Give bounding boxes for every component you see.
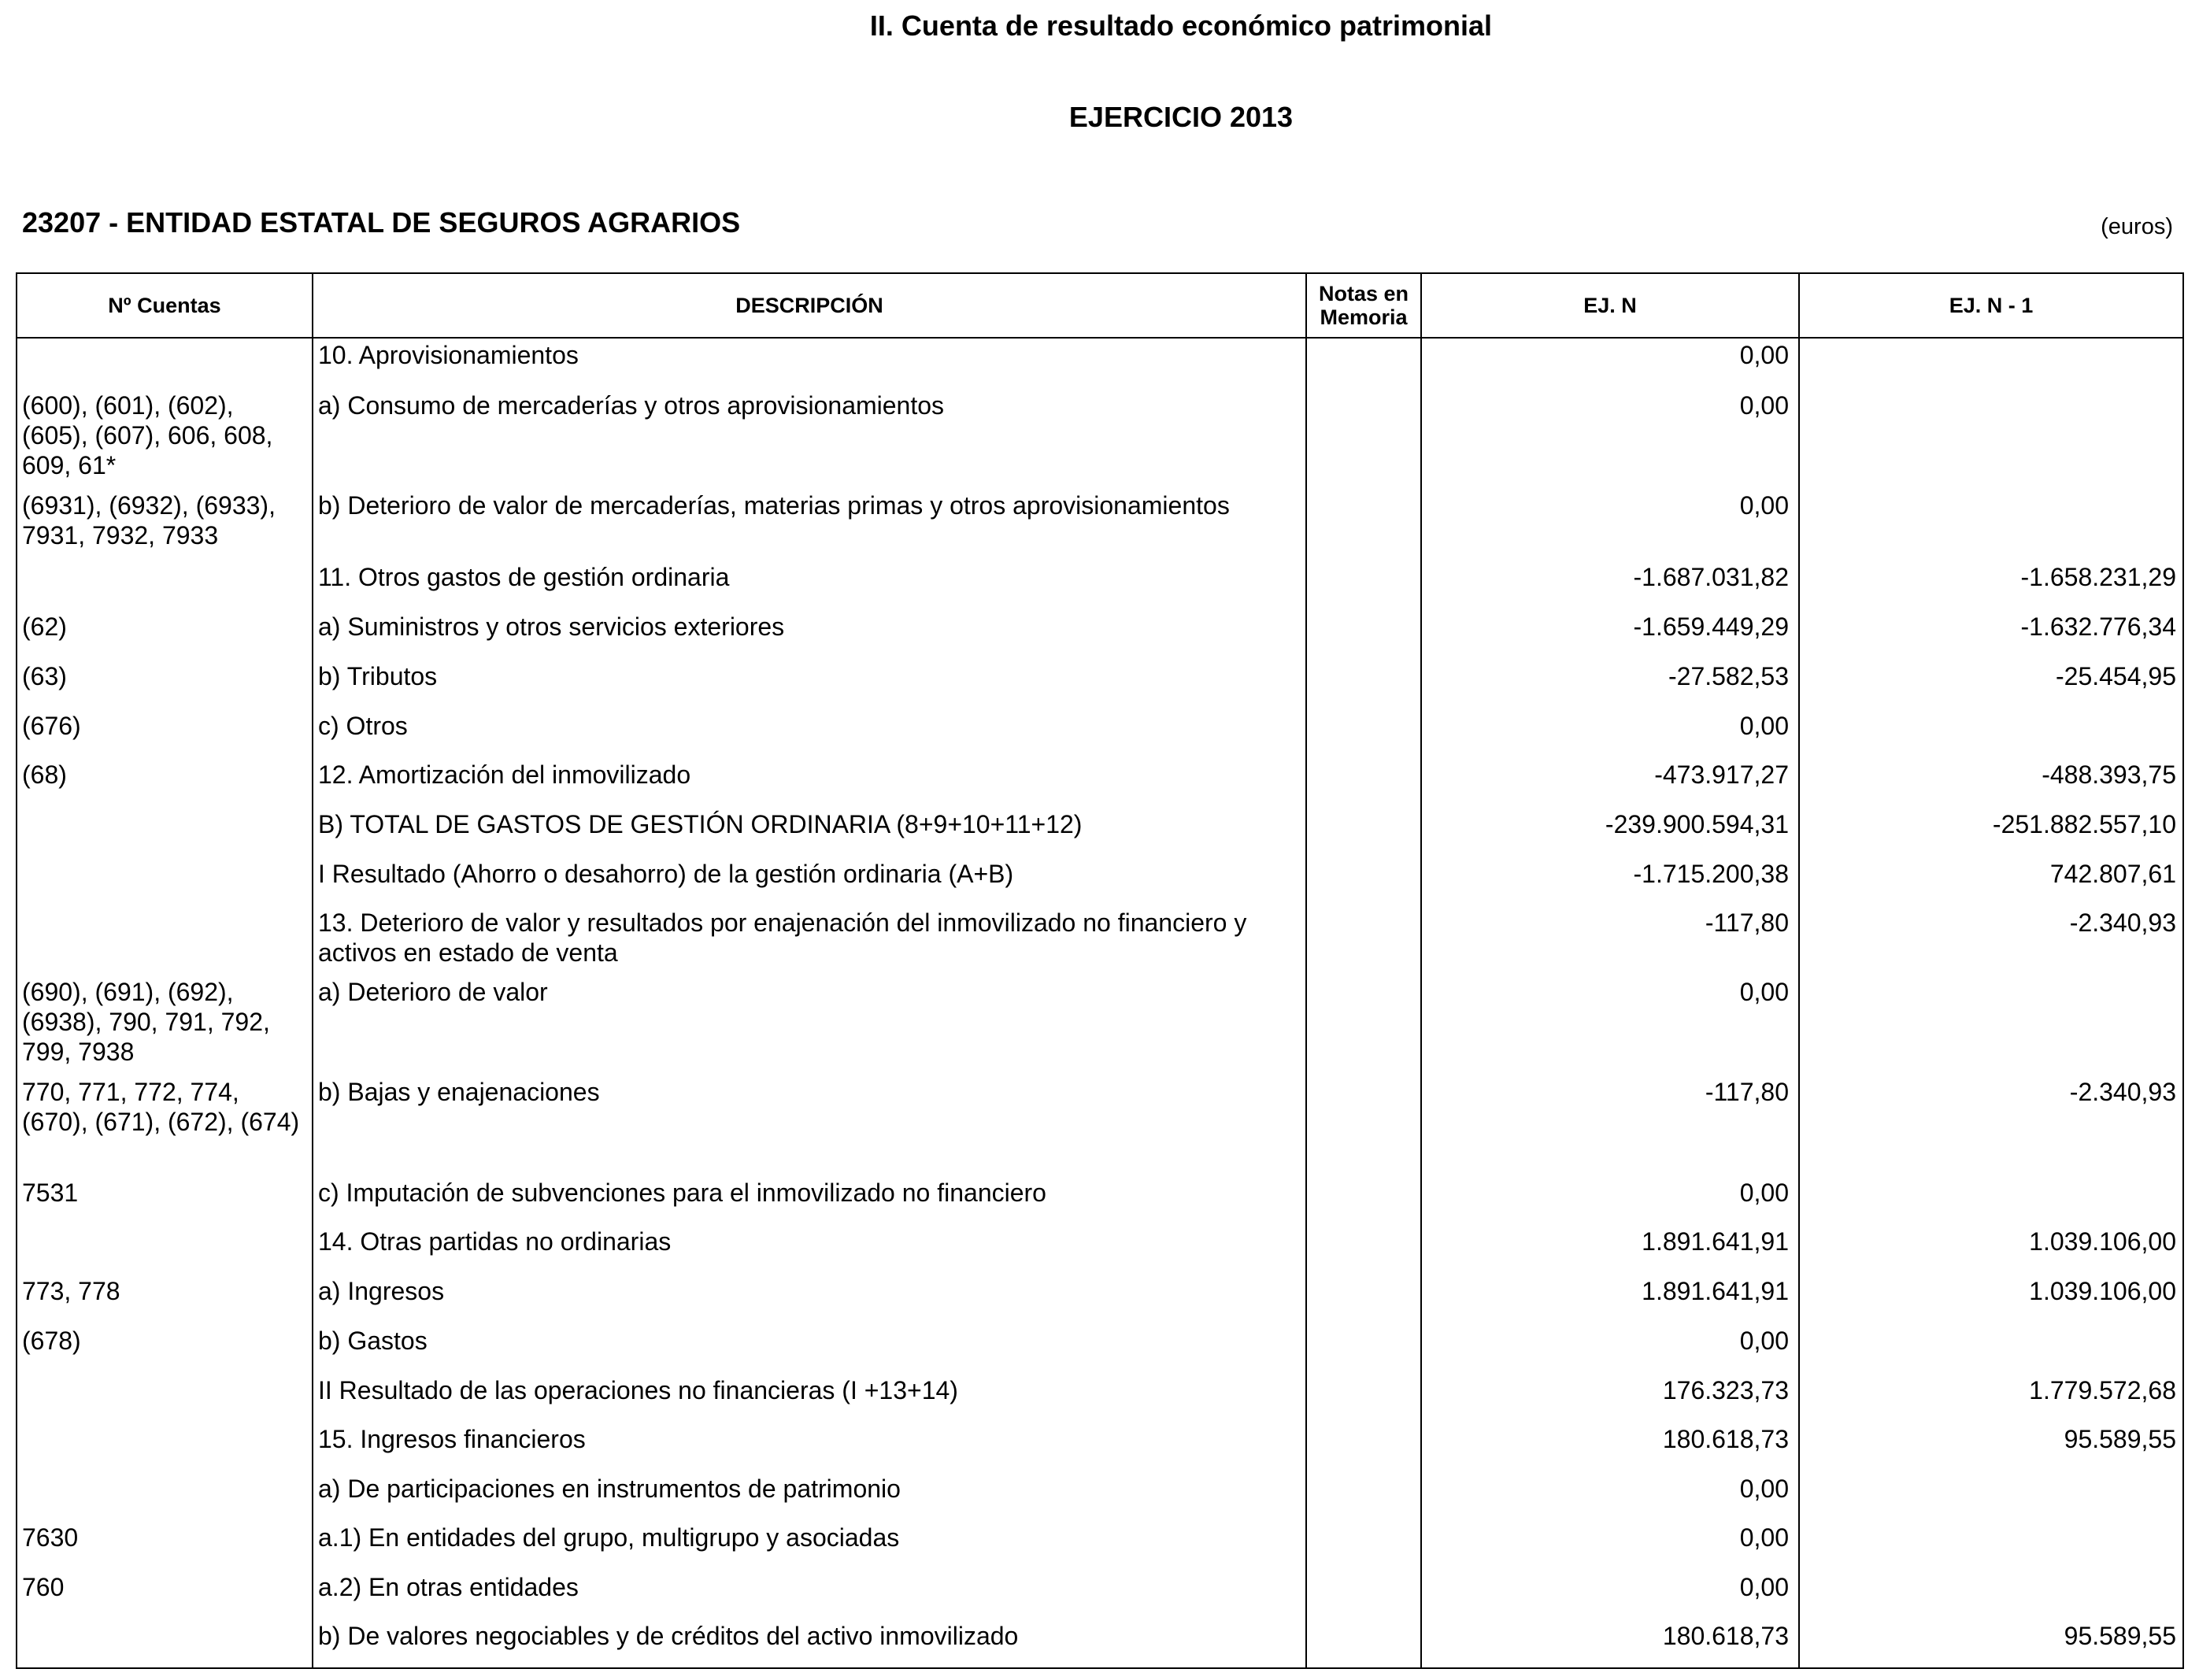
amount-year-n: 0,00: [1739, 1475, 1789, 1503]
account-codes: 7630: [22, 1523, 79, 1552]
amount-year-n1: 1.039.106,00: [2029, 1227, 2176, 1256]
column-header-description: DESCRIPCIÓN: [735, 294, 883, 317]
row-description: b) Deterioro de valor de mercaderías, materias primas y otros aprovisionamientos: [318, 491, 1230, 520]
amount-year-n: 0,00: [1739, 712, 1789, 740]
amount-year-n1: 95.589,55: [2064, 1622, 2176, 1650]
account-codes: (6931), (6932), (6933), 7931, 7932, 7933: [22, 491, 276, 550]
amount-year-n: 180.618,73: [1662, 1425, 1789, 1453]
amount-year-n1: -2.340,93: [2069, 908, 2176, 937]
amount-year-n: -117,80: [1705, 1078, 1789, 1106]
account-codes: 770, 771, 772, 774, (670), (671), (672), (674): [22, 1078, 300, 1136]
row-description: II Resultado de las operaciones no financieras (I +13+14): [318, 1376, 958, 1404]
amount-year-n: 0,00: [1739, 978, 1789, 1006]
amount-year-n1: -251.882.557,10: [1992, 810, 2176, 838]
account-codes: (63): [22, 662, 67, 690]
column-divider: [1305, 274, 1307, 1667]
row-description: b) Bajas y enajenaciones: [318, 1078, 600, 1106]
column-divider: [1420, 274, 1422, 1667]
account-codes: (600), (601), (602), (605), (607), 606, 608, 609, 61*: [22, 391, 273, 479]
account-codes: 760: [22, 1573, 65, 1601]
amount-year-n: 180.618,73: [1662, 1622, 1789, 1650]
amount-year-n: 0,00: [1739, 391, 1789, 420]
amount-year-n: -117,80: [1705, 908, 1789, 937]
account-codes: (690), (691), (692), (6938), 790, 791, 792, 799, 7938: [22, 978, 270, 1066]
account-codes: 773, 778: [22, 1277, 120, 1305]
row-description: 10. Aprovisionamientos: [318, 341, 579, 369]
row-description: a) Suministros y otros servicios exteriores: [318, 612, 785, 641]
amount-year-n: 0,00: [1739, 1327, 1789, 1355]
amount-year-n: 176.323,73: [1662, 1376, 1789, 1404]
row-description: 11. Otros gastos de gestión ordinaria: [318, 563, 730, 591]
column-divider: [312, 274, 313, 1667]
amount-year-n1: 1.039.106,00: [2029, 1277, 2176, 1305]
row-description: a) De participaciones en instrumentos de patrimonio: [318, 1475, 901, 1503]
row-description: a.2) En otras entidades: [318, 1573, 579, 1601]
column-header-year-n: EJ. N: [1583, 294, 1637, 317]
column-divider: [1798, 274, 1800, 1667]
row-description: b) Tributos: [318, 662, 438, 690]
amount-year-n1: 1.779.572,68: [2029, 1376, 2176, 1404]
amount-year-n1: -25.454,95: [2055, 662, 2176, 690]
amount-year-n: -239.900.594,31: [1605, 810, 1789, 838]
results-table: [16, 272, 2184, 1669]
row-description: a) Ingresos: [318, 1277, 445, 1305]
amount-year-n1: -1.632.776,34: [2020, 612, 2176, 641]
row-description: c) Imputación de subvenciones para el inmovilizado no financiero: [318, 1179, 1046, 1207]
row-description: a) Consumo de mercaderías y otros aprovisionamientos: [318, 391, 945, 420]
exercise-year: EJERCICIO 2013: [1068, 101, 1294, 133]
amount-year-n: 0,00: [1739, 1573, 1789, 1601]
row-description: 13. Deterioro de valor y resultados por enajenación del inmovilizado no financiero y activos en estado de venta: [318, 908, 1247, 967]
row-description: I Resultado (Ahorro o desahorro) de la gestión ordinaria (A+B): [318, 860, 1014, 888]
amount-year-n: -1.687.031,82: [1633, 563, 1789, 591]
amount-year-n: -1.659.449,29: [1633, 612, 1789, 641]
row-description: 12. Amortización del inmovilizado: [318, 760, 691, 789]
row-description: a) Deterioro de valor: [318, 978, 548, 1006]
account-codes: (68): [22, 760, 67, 789]
currency-units: (euros): [2101, 214, 2173, 239]
account-codes: (678): [22, 1327, 81, 1355]
row-description: 15. Ingresos financieros: [318, 1425, 586, 1453]
amount-year-n: -27.582,53: [1668, 662, 1789, 690]
amount-year-n: 1.891.641,91: [1642, 1227, 1789, 1256]
row-description: b) De valores negociables y de créditos del activo inmovilizado: [318, 1622, 1019, 1650]
amount-year-n: 1.891.641,91: [1642, 1277, 1789, 1305]
entity-name: 23207 - ENTIDAD ESTATAL DE SEGUROS AGRARIOS: [22, 206, 741, 239]
amount-year-n1: -488.393,75: [2042, 760, 2176, 789]
page-title: II. Cuenta de resultado económico patrimonial: [869, 9, 1493, 42]
amount-year-n1: -2.340,93: [2069, 1078, 2176, 1106]
amount-year-n: 0,00: [1739, 1523, 1789, 1552]
amount-year-n1: -1.658.231,29: [2020, 563, 2176, 591]
account-codes: (676): [22, 712, 81, 740]
row-description: B) TOTAL DE GASTOS DE GESTIÓN ORDINARIA (8+9+10+11+12): [318, 810, 1083, 838]
row-description: a.1) En entidades del grupo, multigrupo y asociadas: [318, 1523, 900, 1552]
amount-year-n: -1.715.200,38: [1633, 860, 1789, 888]
account-codes: 7531: [22, 1179, 79, 1207]
row-description: b) Gastos: [318, 1327, 428, 1355]
row-description: 14. Otras partidas no ordinarias: [318, 1227, 672, 1256]
amount-year-n: 0,00: [1739, 1179, 1789, 1207]
header-divider: [17, 337, 2182, 339]
column-header-accounts: Nº Cuentas: [108, 294, 221, 317]
amount-year-n1: 742.807,61: [2049, 860, 2176, 888]
column-header-notes: Notas en Memoria: [1318, 282, 1409, 329]
amount-year-n: 0,00: [1739, 341, 1789, 369]
amount-year-n: 0,00: [1739, 491, 1789, 520]
column-header-year-n1: EJ. N - 1: [1949, 294, 2034, 317]
row-description: c) Otros: [318, 712, 408, 740]
amount-year-n: -473.917,27: [1654, 760, 1789, 789]
amount-year-n1: 95.589,55: [2064, 1425, 2176, 1453]
account-codes: (62): [22, 612, 67, 641]
